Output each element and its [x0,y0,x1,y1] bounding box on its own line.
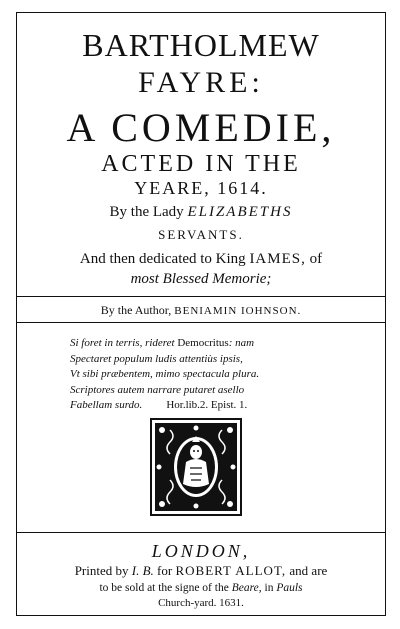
epigraph-citation: Hor.lib.2. Epist. 1. [166,399,248,411]
dedication-text-a: And then dedicated to King [79,251,250,267]
imprint-pauls: Pauls [276,582,303,594]
latin-epigraph [70,336,350,414]
performers-prefix: By the Lady [109,204,188,220]
epigraph-line-1b: Democritus [177,337,229,349]
dedication-text-c: of [305,251,323,267]
performers-servants: SERVANTS. [158,227,244,242]
epigraph-line-3: Vt sibi præbentem, mimo spectacula plura. [70,368,260,380]
epigraph-line-1a: Si foret in terris, rideret [70,337,178,349]
upper-divider [16,296,386,297]
woodcut-printers-device-icon [150,418,242,516]
imprint-and-are: and are [286,563,328,578]
imprint-city: LONDON, [151,541,251,561]
epigraph-line-5a: Fabellam surdo. [70,399,143,411]
imprint-sign: Beare, [231,582,262,594]
imprint-line-2 [16,580,386,596]
imprint-line-1 [16,562,386,580]
imprint-printer: I. B. [131,563,154,578]
title-line-3: A COMEDIE, [66,105,336,150]
epigraph-line-1 [70,336,350,352]
dedication-line-1 [16,249,386,269]
title-line-5: YEARE, 1614. [134,178,268,198]
epigraph-line-4: Scriptores autem narrare putaret asello [70,383,245,396]
imprint-sold-at: to be sold at the signe of the [99,582,232,594]
title-line-2: FAYRE: [138,66,264,99]
epigraph-line-1c: : nam [228,337,255,349]
author-line [16,302,386,319]
imprint-line-3 [16,596,386,611]
epigraph-line-2: Spectaret populum ludis attentiùs ipsis, [70,352,243,365]
imprint-for: for [153,563,176,578]
dedication-king: IAMES, [249,251,306,267]
title-line-4: ACTED IN THE [101,151,301,177]
epigraph-line-5 [70,398,350,414]
performers-name: ELIZABETHS [187,204,293,220]
imprint-publisher: ROBERT ALLOT, [175,563,287,578]
imprint-in: in [261,582,277,594]
author-name: BENIAMIN IOHNSON. [174,305,302,317]
imprint-printed-by: Printed by [74,563,132,578]
imprint-year: 1631. [216,597,244,609]
lower-divider [16,322,386,323]
imprint-divider [16,532,386,533]
title-line-1: BARTHOLMEW [82,27,320,63]
dedication-line-2: most Blessed Memorie; [130,271,272,287]
performers-line [16,202,386,222]
author-prefix: By the Author, [100,303,175,317]
imprint-churchyard: Church-yard. [158,597,217,609]
